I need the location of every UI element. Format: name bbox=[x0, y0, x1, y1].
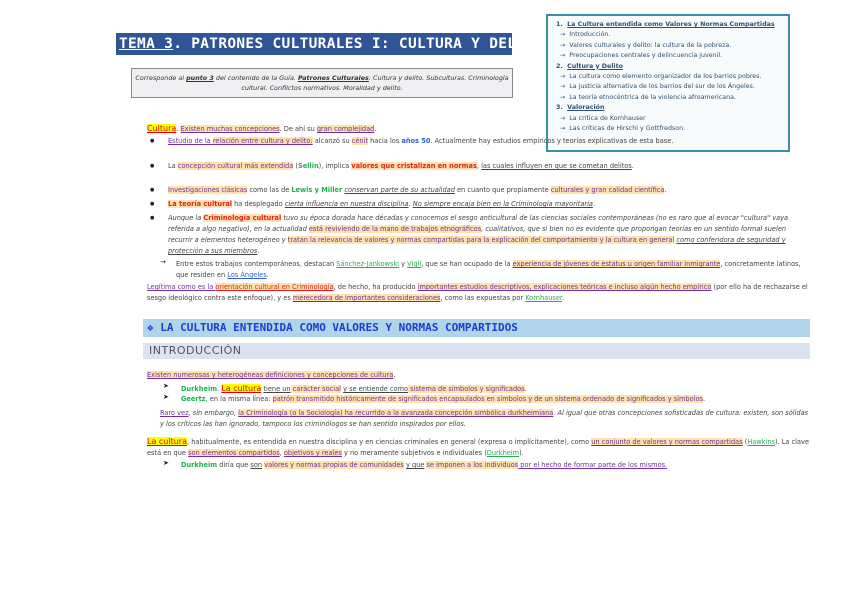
text-run: . bbox=[408, 200, 413, 208]
text-run: culturales y gran calidad científica bbox=[550, 186, 665, 194]
text-run: importantes estudios descriptivos, explicaciones teóricas e incluso algún hecho empírico bbox=[417, 283, 712, 291]
arrow-icon: → bbox=[160, 258, 166, 266]
text-run: . bbox=[702, 395, 706, 403]
text-run: y que bbox=[405, 461, 425, 469]
text-run: No siempre encaja bien en la Criminología mayoritaria bbox=[412, 200, 593, 208]
text-run: . De ahí su bbox=[279, 125, 317, 133]
toc-number: 3. bbox=[556, 104, 563, 112]
paragraph bbox=[147, 436, 812, 459]
text-run: . bbox=[266, 271, 269, 279]
text-run: cénit bbox=[351, 137, 369, 145]
text-run: Criminología cultural bbox=[203, 214, 282, 222]
text-run: sistema de símbolos y significados bbox=[408, 385, 525, 393]
text-run: son elementos compartidos bbox=[188, 449, 280, 457]
toc-number: 2. bbox=[556, 62, 563, 70]
toc-subitem-label: Valores culturales y delito: la cultura de la pobreza. bbox=[569, 41, 732, 49]
text-run: . bbox=[562, 294, 565, 302]
toc-item[interactable] bbox=[556, 20, 788, 30]
text-run: años 50 bbox=[401, 137, 431, 145]
text-run: valores y normas propias de comunidades bbox=[264, 461, 404, 469]
diamond-bullet-icon: ❖ bbox=[147, 321, 154, 334]
text-run: Sellin bbox=[297, 162, 319, 170]
text-run: objetivos y reales bbox=[283, 449, 342, 457]
bullet-icon: ● bbox=[150, 187, 155, 193]
section-title: LA CULTURA ENTENDIDA COMO VALORES Y NORMAS COMPARTIDOS bbox=[160, 321, 518, 334]
arrow-icon: → bbox=[560, 93, 566, 101]
text-run: . bbox=[176, 125, 181, 133]
text-run: la Criminología (o la Sociología) ha recurrido a la avanzada concepción simbólica durkheimiana bbox=[238, 409, 554, 417]
text-run: gran complejidad bbox=[316, 125, 375, 133]
text-run: . bbox=[257, 247, 260, 255]
arrow-icon: → bbox=[560, 31, 566, 39]
paragraph bbox=[160, 408, 810, 430]
text-run: relación entre cultura y delito: bbox=[212, 137, 313, 145]
text-run: : Cultura y delito. Subculturas. Criminología cultural. Conflictos normativos. Moralidad y delito. bbox=[241, 74, 509, 92]
toc-subitem-label: Introducción. bbox=[569, 31, 611, 39]
page-title bbox=[116, 33, 544, 55]
text-run: Patrones Culturales bbox=[297, 74, 369, 82]
triangle-bullet-icon: ➤ bbox=[163, 459, 169, 467]
arrow-icon: → bbox=[560, 41, 566, 49]
text-run: Legítima como es la bbox=[147, 283, 216, 291]
triangle-bullet-icon: ➤ bbox=[163, 393, 169, 401]
text-run: Durkheim bbox=[181, 461, 218, 469]
toc-subitem[interactable] bbox=[556, 124, 788, 134]
text-run: , bbox=[279, 449, 284, 457]
text-run: conservan parte de su actualidad bbox=[344, 186, 455, 194]
text-run: . Actualmente hay estudios empíricos y teorías explicativas de esta base. bbox=[430, 137, 674, 145]
text-run: , cualitativos, que si bien no es evidente que propongan teorías en un sentido formal suelen recurrir a elementos heterogéneo y bbox=[168, 225, 787, 244]
text-run: , concretamente latinos, que residen en bbox=[176, 260, 801, 279]
text-run: son bbox=[250, 461, 263, 469]
text-run: Existen numerosas y heterogéneas definiciones y concepciones de cultura bbox=[147, 371, 394, 379]
text-run: se imponen a los individuos bbox=[426, 461, 519, 469]
text-run: las cuales influyen en que se cometan delitos bbox=[481, 162, 632, 170]
text-run: orientación cultural en Criminología bbox=[215, 283, 334, 291]
text-run: ). bbox=[519, 449, 524, 457]
toc-link[interactable]: Valoración bbox=[567, 104, 605, 112]
text-run: hacia los bbox=[368, 137, 402, 145]
text-run: carácter social bbox=[290, 385, 341, 393]
text-run: , sin embargo, bbox=[188, 409, 239, 417]
toc-subitem-label: La justicia alternativa de los barrios del sur de los Ángeles. bbox=[569, 83, 755, 91]
text-run: valores que cristalizan en normas bbox=[351, 162, 477, 170]
toc-subitem[interactable] bbox=[556, 41, 788, 51]
text-run: , que se han ocupado de la bbox=[421, 260, 513, 268]
toc-subitem[interactable] bbox=[556, 82, 788, 92]
text-run: en cuanto que propiamente bbox=[454, 186, 551, 194]
text-run: Cultura bbox=[147, 124, 177, 133]
toc-link[interactable]: Cultura y Delito bbox=[567, 62, 623, 70]
text-run: del contenido de la Guía. bbox=[213, 74, 298, 82]
text-run: . bbox=[524, 385, 527, 393]
text-run: La cultura bbox=[147, 437, 187, 446]
subsection-title: INTRODUCCIÓN bbox=[149, 344, 242, 357]
text-run: Corresponde al bbox=[135, 74, 187, 82]
text-run: concepción cultural más extendida bbox=[177, 162, 294, 170]
text-run: por el hecho de formar parte de los mismos. bbox=[518, 461, 668, 469]
text-run: experiencia de jóvenes de estatus u origen familiar inmigrante bbox=[512, 260, 721, 268]
text-run: Existen muchas concepciones bbox=[180, 125, 280, 133]
arrow-icon: → bbox=[560, 52, 566, 60]
text-run: La cultura bbox=[221, 384, 262, 393]
toc-subitem-label: Las críticas de Hirschi y Gottfredson. bbox=[569, 125, 686, 133]
triangle-bullet-icon: ➤ bbox=[163, 382, 169, 390]
toc-number: 1. bbox=[556, 21, 563, 28]
toc-subitem-label: La cultura como elemento organizador de los barrios pobres. bbox=[569, 73, 762, 81]
paragraph bbox=[176, 259, 810, 281]
text-run: Durkheim bbox=[181, 385, 218, 393]
text-run: tiene un bbox=[263, 385, 291, 393]
text-run: como conferidora de seguridad y protección a sus miembros bbox=[168, 236, 786, 255]
text-run: un conjunto de valores y normas compartidas bbox=[591, 438, 743, 446]
text-run: . bbox=[217, 385, 222, 393]
toc-subitem-label: La teoría etnocéntrica de la violencia afroamericana. bbox=[569, 93, 736, 101]
arrow-icon: → bbox=[560, 83, 566, 91]
text-run: Estudio de la bbox=[168, 137, 213, 145]
paragraph bbox=[168, 136, 810, 147]
text-run: La teoría cultural bbox=[168, 200, 233, 208]
text-run: Sánchez-Jankowski bbox=[336, 260, 400, 268]
text-run: ), implica bbox=[318, 162, 352, 170]
paragraph bbox=[181, 460, 803, 471]
text-run: y no meramente subjetivos e individuales ( bbox=[341, 449, 487, 457]
toc-subitem[interactable] bbox=[556, 114, 788, 124]
text-run: patrón transmitido históricamente de significados encapsulados en símbolos y de un sistema ordenado de significados y símbolos bbox=[272, 395, 703, 403]
text-run: Entre estos trabajos contemporáneos, destacan bbox=[176, 260, 337, 268]
text-run: Lewis y Miller bbox=[291, 186, 343, 194]
text-run: Hawkins bbox=[747, 438, 775, 446]
text-run: ). La clave está en que bbox=[147, 438, 810, 457]
text-run: (por ello ha de rechazarse el sesgo ideológico contra este enfoque), y es bbox=[147, 283, 808, 302]
toc-item[interactable] bbox=[556, 103, 788, 113]
text-run: alcanzó su bbox=[312, 137, 352, 145]
toc-item[interactable] bbox=[556, 62, 788, 72]
text-run: Aunque la bbox=[168, 214, 204, 222]
text-run: como las de bbox=[247, 186, 292, 194]
text-run: Durkheim bbox=[486, 449, 520, 457]
title-prefix: TEMA 3 bbox=[119, 36, 174, 52]
subsection-heading bbox=[143, 343, 810, 359]
text-run: Geertz bbox=[181, 395, 206, 403]
text-run: cierta influencia en nuestra disciplina bbox=[284, 200, 409, 208]
paragraph bbox=[168, 213, 810, 257]
paragraph bbox=[147, 123, 542, 135]
text-run: está reviviendo de la mano de trabajos etnográficos bbox=[308, 225, 482, 233]
bullet-icon: ● bbox=[150, 138, 155, 144]
text-run: . bbox=[592, 200, 596, 208]
bullet-icon: ● bbox=[150, 201, 155, 207]
paragraph bbox=[147, 370, 807, 381]
text-run: . bbox=[393, 371, 396, 379]
paragraph bbox=[168, 185, 820, 196]
text-run: , en la misma línea: bbox=[205, 395, 273, 403]
text-run: , de hecho, ha producido bbox=[333, 283, 418, 291]
text-run: tuvo su época dorada hace décadas y conocemos el sesgo anticultural de las ciencias sociales contemporáneas (no es raro que al evocar "cultura" vaya referida a algo negativo), en la actualidad bbox=[168, 214, 789, 233]
bullet-icon: ● bbox=[150, 163, 155, 169]
text-run: merecedora de importantes consideraciones bbox=[292, 294, 441, 302]
text-run: ha desplegado bbox=[232, 200, 285, 208]
arrow-icon: → bbox=[560, 114, 566, 122]
table-of-contents bbox=[546, 14, 790, 152]
paragraph bbox=[168, 161, 810, 172]
text-run: punto 3 bbox=[186, 74, 214, 82]
guide-box bbox=[131, 68, 513, 98]
text-run: y se entiende como bbox=[343, 385, 409, 393]
text-run: . bbox=[374, 125, 377, 133]
section-heading bbox=[143, 319, 810, 337]
text-run: Raro vez bbox=[160, 409, 189, 417]
text-run: Investigaciones clásicas bbox=[168, 186, 248, 194]
text-run: . Al igual que otras concepciones sofisticadas de cultura: existen, son sólidas y los críticos las han ignorado, tampoco los criminólogos se han sentido inspirados por ellos. bbox=[160, 409, 809, 428]
text-run: y bbox=[399, 260, 408, 268]
text-run: Kornhauser bbox=[525, 294, 562, 302]
text-run: Los Ángeles bbox=[227, 271, 267, 279]
toc-subitem[interactable] bbox=[556, 72, 788, 82]
text-run: , como las expuestas por bbox=[440, 294, 526, 302]
text-run: diría que bbox=[217, 461, 251, 469]
paragraph bbox=[168, 199, 820, 210]
text-run: , bbox=[476, 162, 482, 170]
text-run: ( bbox=[742, 438, 748, 446]
text-run: , habitualmente, es entendida en nuestra disciplina y en ciencias criminales en general (expresa o implícitamente), como bbox=[187, 438, 592, 446]
toc-subitem[interactable] bbox=[556, 93, 788, 103]
title-text: . PATRONES CULTURALES I: CULTURA Y DELITO bbox=[173, 36, 544, 52]
toc-subitem[interactable] bbox=[556, 30, 788, 40]
toc-link[interactable]: La Cultura entendida como Valores y Normas Compartidas bbox=[567, 21, 775, 28]
text-run: La bbox=[168, 162, 178, 170]
arrow-icon: → bbox=[560, 73, 566, 81]
text-run: . bbox=[631, 162, 634, 170]
bullet-icon: ● bbox=[150, 215, 155, 221]
text-run: . bbox=[664, 186, 667, 194]
text-run: ( bbox=[293, 162, 298, 170]
arrow-icon: → bbox=[560, 125, 566, 133]
toc-subitem-label: Preocupaciones centrales y delincuencia juvenil. bbox=[569, 52, 723, 60]
paragraph bbox=[181, 394, 803, 405]
text-run: Vigil bbox=[407, 260, 422, 268]
paragraph bbox=[147, 282, 812, 304]
text-run: tratan la relevancia de valores y normas compartidas para la explicación del comportamiento y la cultura en general bbox=[287, 236, 675, 244]
toc-subitem[interactable] bbox=[556, 51, 788, 61]
toc-subitem-label: La crítica de Kornhauser bbox=[569, 114, 646, 122]
